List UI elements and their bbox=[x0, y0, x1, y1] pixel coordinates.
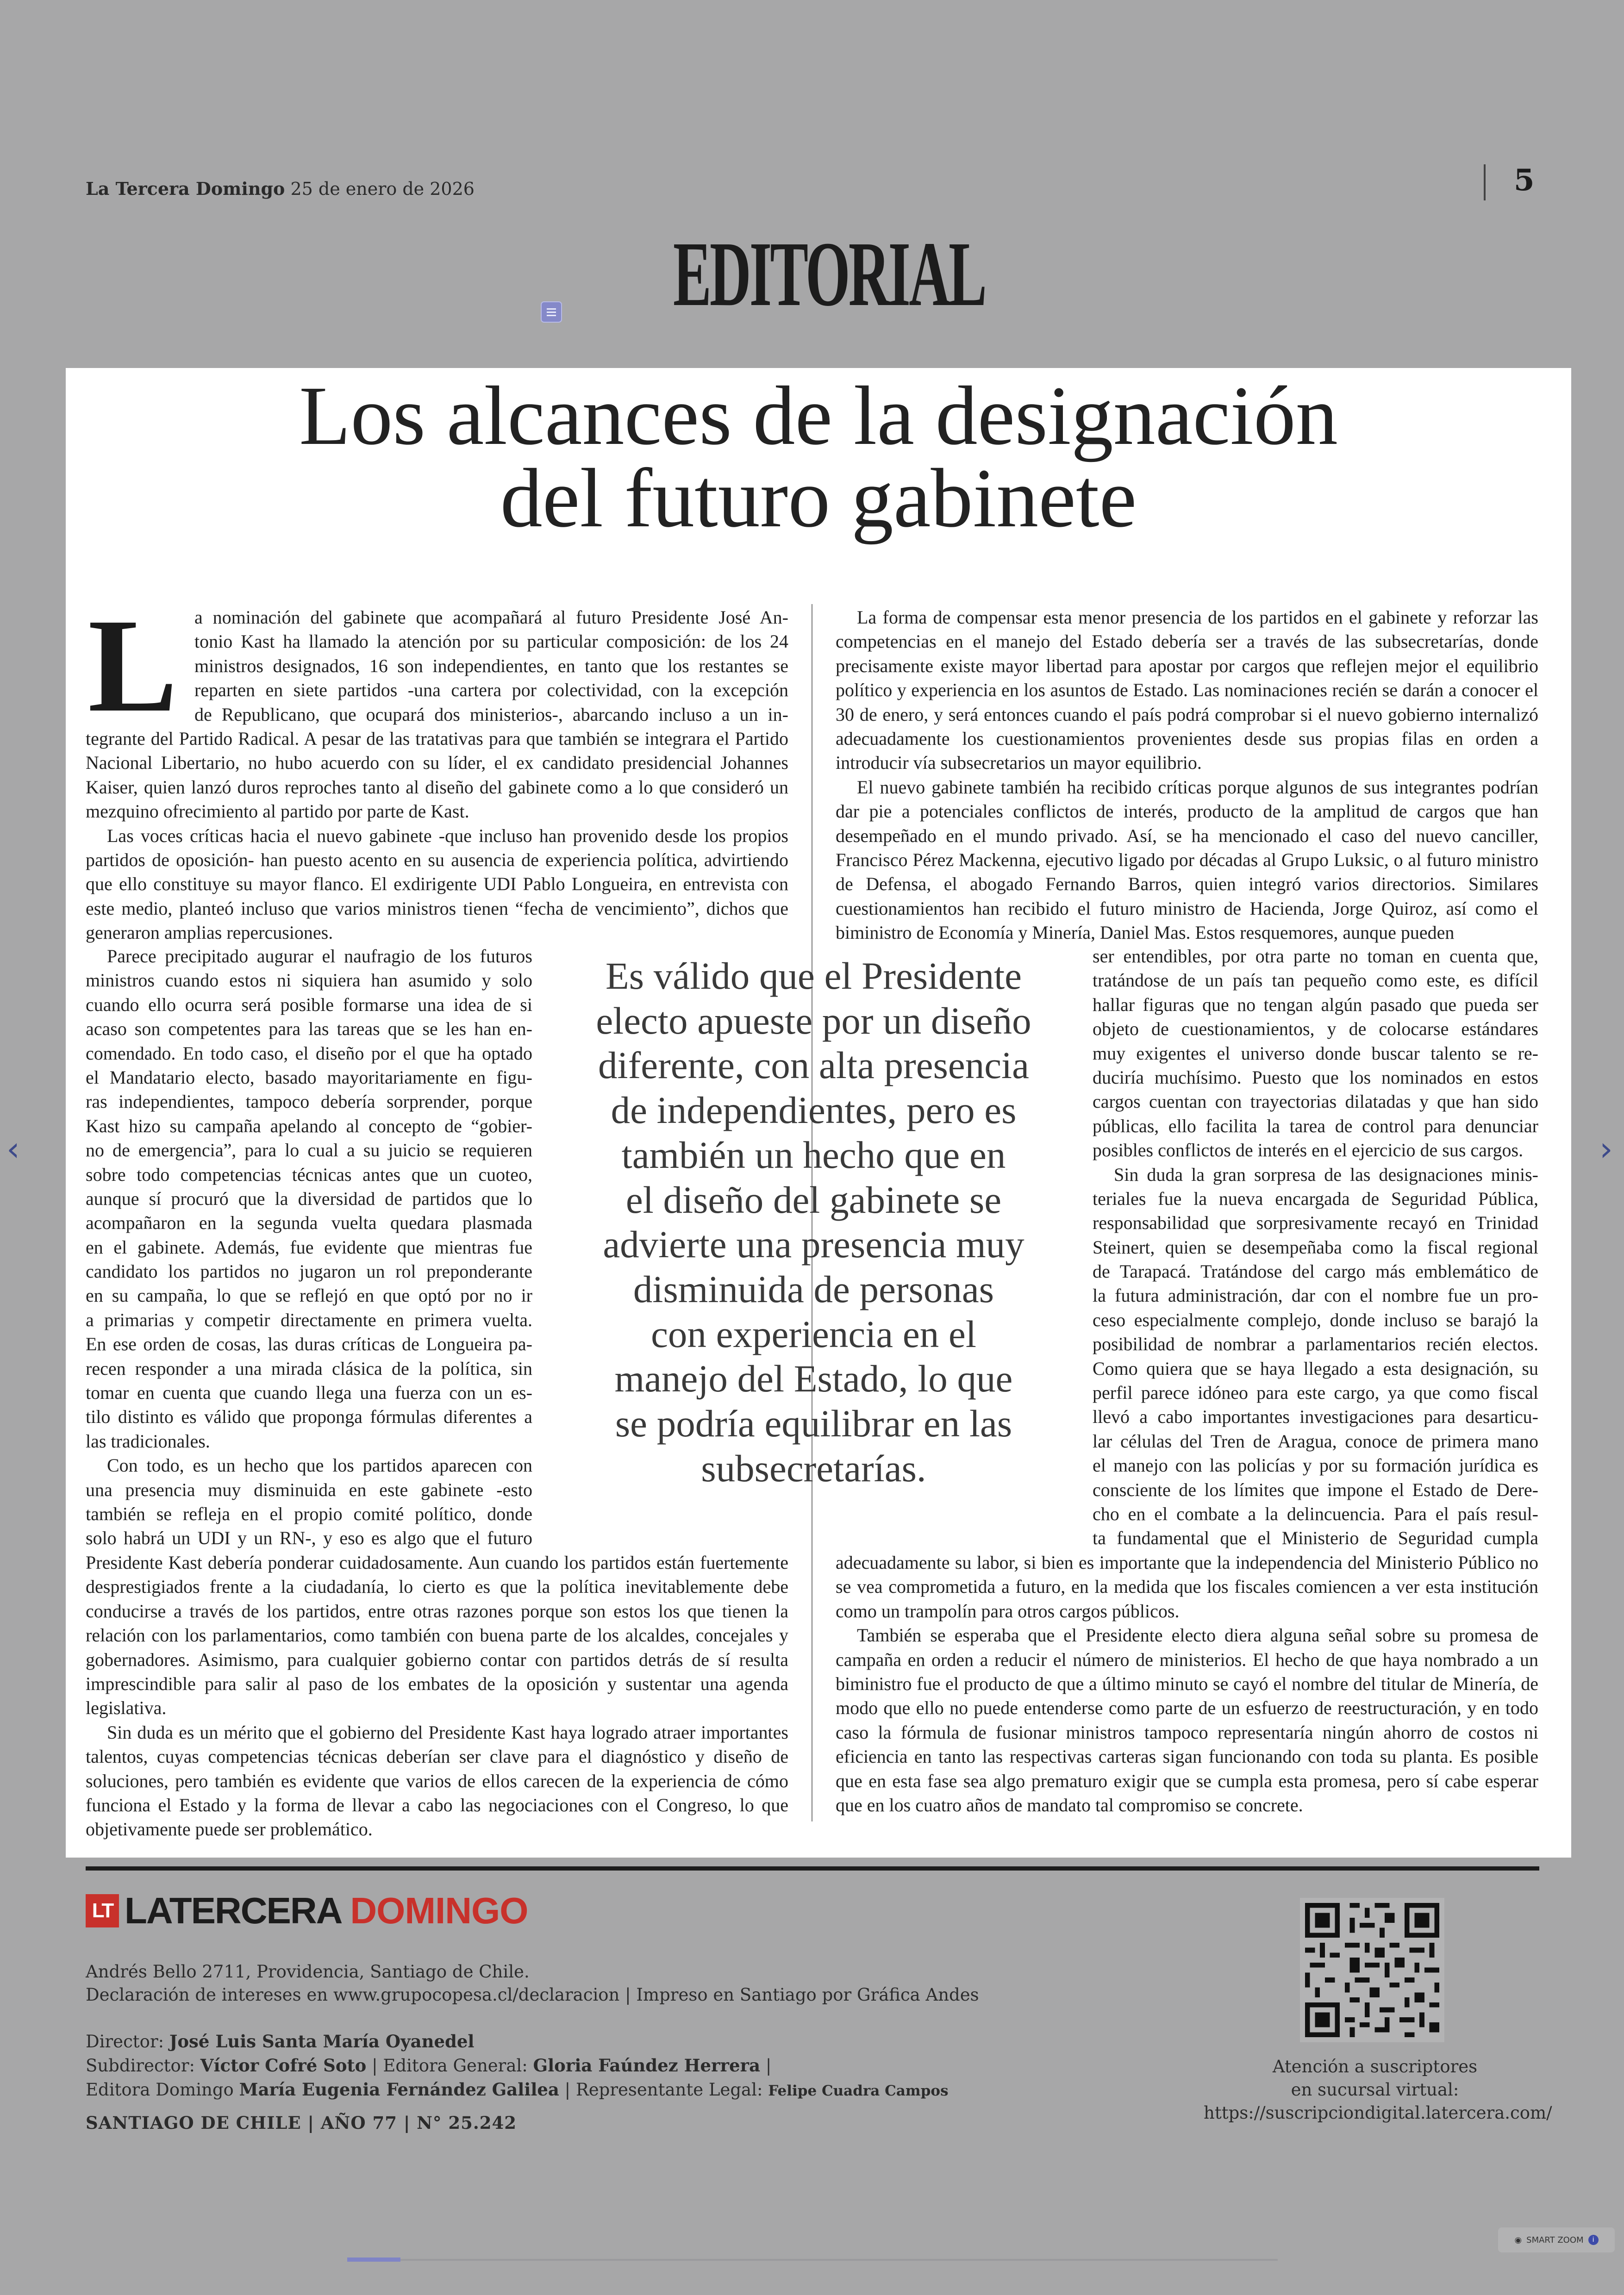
text-line: sobre todo competencias técnicas antes que un cuoteo, bbox=[86, 1164, 532, 1185]
text-line: el Mandatario electo, basado mayoritariamente en figu- bbox=[86, 1066, 532, 1088]
section-title: EDITORIAL bbox=[673, 223, 986, 325]
text-line: públicas, ello facilita la tarea de control para denunciar bbox=[1093, 1115, 1538, 1136]
publication-name: La Tercera Domingo bbox=[86, 178, 285, 199]
text-line: también se refleja en el propio comité político, donde bbox=[86, 1503, 532, 1524]
pull-quote-line: electo apueste por un diseño bbox=[596, 999, 1031, 1042]
director-name: José Luis Santa María Oyanedel bbox=[169, 2031, 475, 2052]
text-line: acaso son competentes para las tareas que se les han en- bbox=[86, 1018, 532, 1040]
director-label: Director: bbox=[86, 2032, 164, 2052]
pull-quote bbox=[562, 954, 1065, 1491]
editora-general-name: Gloria Faúndez Herrera bbox=[533, 2055, 761, 2076]
text-line: Con todo, es un hecho que los partidos aparecen con bbox=[107, 1455, 532, 1476]
right-column-top bbox=[836, 605, 1538, 945]
editora-domingo-label: Editora Domingo bbox=[86, 2080, 234, 2100]
pull-quote-line: el diseño del gabinete se bbox=[625, 1178, 1002, 1221]
text-line: a nominación del gabinete que acompañará al futuro Presidente José An- bbox=[194, 607, 788, 628]
text-line: la futura administración, dar con el nombre fue un pro- bbox=[1093, 1285, 1538, 1306]
text-line: posibilidad de nombrar a parlamentarios recién electos. bbox=[1093, 1334, 1538, 1355]
page-number-divider bbox=[1484, 164, 1486, 200]
masthead-line bbox=[86, 178, 475, 199]
smart-zoom-button[interactable] bbox=[1498, 2227, 1615, 2252]
text-line: en el gabinete. Además, fue evidente que mientras fue bbox=[86, 1236, 532, 1258]
headline-line-1: Los alcances de la designación bbox=[299, 369, 1338, 462]
text-line: Parece precipitado augurar el naufragio de los futuros bbox=[107, 946, 532, 967]
subscribers-info bbox=[1204, 2055, 1552, 2125]
pull-quote-line: subsecretarías. bbox=[701, 1447, 926, 1490]
representante-name: Felipe Cuadra Campos bbox=[768, 2083, 949, 2099]
pull-quote-line: manejo del Estado, lo que bbox=[614, 1357, 1013, 1400]
text-line: de Republicano, que ocupará dos ministerios-, abarcando incluso a un in- bbox=[194, 704, 788, 725]
text-line: Como quiera que se haya llegado a esta designación, su bbox=[1093, 1358, 1538, 1379]
logo-mark: LT bbox=[86, 1894, 119, 1927]
note-icon[interactable] bbox=[542, 302, 561, 322]
editora-general-label: | Editora General: bbox=[372, 2056, 528, 2076]
text-line: ta fundamental que el Ministerio de Seguridad cumpla bbox=[1093, 1528, 1538, 1549]
pull-quote-line: de independientes, pero es bbox=[611, 1089, 1017, 1132]
info-icon: i bbox=[1588, 2235, 1599, 2245]
chevron-left-icon[interactable]: ‹ bbox=[6, 1129, 20, 1168]
page-number: 5 bbox=[1514, 163, 1535, 198]
left-column-dropcap-lines bbox=[194, 605, 788, 727]
right-column-bottom bbox=[836, 1551, 1538, 1817]
drop-cap: L bbox=[88, 591, 178, 740]
text-line: teriales fue la nueva encargada de Seguridad Pública, bbox=[1093, 1188, 1538, 1209]
publication-date: 25 de enero de 2026 bbox=[290, 179, 475, 199]
chevron-right-icon[interactable]: › bbox=[1599, 1129, 1613, 1168]
page-progress-track[interactable] bbox=[347, 2259, 1278, 2261]
text-line: recen responder a una mirada clásica de la política, sin bbox=[86, 1358, 532, 1379]
headline-line-2: del futuro gabinete bbox=[500, 452, 1137, 545]
paragraph: adecuadamente su labor, si bien es importante que la independencia del Ministerio Público no se vea comprometida a futuro, en la medida que los fiscales comiencen a ver esta institución como un trampolín para otros cargos públicos. bbox=[836, 1552, 1538, 1621]
text-line: ceso especialmente complejo, donde incluso se barajó la bbox=[1093, 1309, 1538, 1330]
text-line: ser entendibles, por otra parte no toman en cuenta que, bbox=[1093, 946, 1538, 967]
text-line: una presencia muy disminuida en este gabinete -esto bbox=[86, 1479, 532, 1500]
paragraph: También se esperaba que el Presidente electo diera alguna señal sobre su promesa de campaña en orden a reducir el número de ministerios. El hecho de que haya nombrado a un biministro fue el producto de que a último minuto se cayó el nombre del titular de Minería, de modo que ello no puede entenderse como parte de un esfuerzo de reestructuración, y en todo caso la fórmula de fusionar ministros tampoco representaría ningún ahorro de costos ni eficiencia en tanto las respectivas carteras sigan funcionando con toda su planta. Es posible que en esta fase sea algo prematuro exigir que se cumpla esta promesa, pero sí cabe esperar que en los cuatro años de mandato tal compromiso se concrete. bbox=[836, 1625, 1538, 1816]
text-line: el manejo con las policías y por su formación jurídica es bbox=[1093, 1455, 1538, 1476]
text-line: tonio Kast ha llamado la atención por su particular composición: de los 24 bbox=[194, 631, 788, 652]
subscribers-line-2: en sucursal virtual: bbox=[1291, 2080, 1459, 2100]
subdirector-name: Víctor Cofré Soto bbox=[200, 2055, 367, 2076]
paragraph: Las voces críticas hacia el nuevo gabinete -que incluso han provenido desde los propios partidos de oposición- han puesto acento en su ausencia de experiencia política, advirtiendo que ello constituye su mayor flanco. El exdirigente UDI Pablo Longueira, en entrevista con este medio, planteó incluso que varios ministros tienen “fecha de vencimiento”, dichos que generaron amplias repercusiones. bbox=[86, 825, 788, 943]
representante-label: | Representante Legal: bbox=[564, 2080, 763, 2100]
text-line: cuando ello ocurra será posible formarse una idea de si bbox=[86, 994, 532, 1015]
paragraph: Sin duda es un mérito que el gobierno del Presidente Kast haya logrado atraer importantes talentos, cuyas competencias técnicas deberían ser clave para el diagnóstico y diseño de soluciones, pero también es evidente que varios de ellos carecen de la experiencia de cómo funciona el Estado y la forma de llevar a cabo las negociaciones con el Congreso, lo que objetivamente puede ser problemático. bbox=[86, 1721, 788, 1840]
pull-quote-line: advierte una presencia muy bbox=[603, 1223, 1024, 1266]
text-line: ras independientes, tampoco debería sorprender, porque bbox=[86, 1091, 532, 1112]
paragraph: El nuevo gabinete también ha recibido críticas porque algunos de sus integrantes podrían dar pie a potenciales conflictos de interés, producto de la amplitud de cargos que han desempeñado en el mundo privado. Así, se ha mencionado el caso del nuevo canciller, Francisco Pérez Mackenna, ejecutivo ligado por décadas al Grupo Luksic, o al futuro ministro de Defensa, el abogado Fernando Barros, quien integró varios directorios. Similares cuestionamientos han recibido el futuro ministro de Hacienda, Jorge Quiroz, así como el biministro de Economía y Minería, Daniel Mas. Estos resquemores, aunque pueden bbox=[836, 776, 1538, 943]
text-line: tratándose de un país tan pequeño como este, es difícil bbox=[1093, 970, 1538, 991]
text-line: acompañaron en la segunda vuelta quedara plasmada bbox=[86, 1212, 532, 1234]
text-line: a primarias y competir directamente en primera vuelta. bbox=[86, 1309, 532, 1330]
subdirector-label: Subdirector: bbox=[86, 2056, 195, 2076]
qr-code-icon[interactable] bbox=[1300, 1898, 1444, 2042]
logo-main-text: LATERCERA bbox=[125, 1890, 342, 1931]
page-progress-fill bbox=[347, 2258, 400, 2262]
latercera-logo bbox=[86, 1892, 528, 1929]
text-line: tilo distinto es válido que proponga fórmulas diferentes a bbox=[86, 1406, 532, 1428]
text-line: aunque sí procuró que la diversidad de partidos que lo bbox=[86, 1188, 532, 1209]
text-line: consciente de los límites que impone el Estado de Dere- bbox=[1093, 1479, 1538, 1500]
text-line: solo habrá un UDI y un RN-, y eso es algo que el futuro bbox=[86, 1528, 532, 1549]
footer-address: Andrés Bello 2711, Providencia, Santiago de Chile. bbox=[86, 1962, 530, 1982]
subscribers-line-1: Atención a suscriptores bbox=[1272, 2057, 1478, 2077]
text-line: hallar figuras que no tengan algún pasado que pueda ser bbox=[1093, 994, 1538, 1015]
text-line: tomar en cuenta que cuando llega una fuerza con un es- bbox=[86, 1382, 532, 1403]
footer-rule bbox=[86, 1866, 1539, 1871]
pull-quote-line: Es válido que el Presidente bbox=[606, 954, 1022, 997]
paragraph: Presidente Kast debería ponderar cuidadosamente. Aun cuando los partidos están fuertemente desprestigiados frente a la ciudadanía, lo cierto es que la política inevitablemente debe conducirse a través de los partidos, entre otras razones porque son estos los que tienen la relación con los parlamentarios, como también con buena parte de los alcaldes, concejales y gobernadores. Asimismo, para cualquier gobierno contar con partidos detrás de sí resulta imprescindible para salir al paso de los embates de la oposición y sustentar una agenda legislativa. bbox=[86, 1552, 788, 1719]
text-line: cho en el combate a la delincuencia. Para el país resul- bbox=[1093, 1503, 1538, 1524]
footer-editora-domingo bbox=[86, 2079, 949, 2100]
text-line: perfil parece idóneo para este cargo, ya que como fiscal bbox=[1093, 1382, 1538, 1403]
editora-domingo-name: María Eugenia Fernández Galilea bbox=[239, 2079, 559, 2100]
pull-quote-line: también un hecho que en bbox=[621, 1133, 1006, 1176]
text-line: candidato los partidos no jugaron un rol preponderante bbox=[86, 1261, 532, 1282]
text-line: responsabilidad que sorpresivamente recayó en Trinidad bbox=[1093, 1212, 1538, 1234]
pull-quote-line: se podría equilibrar en las bbox=[615, 1402, 1012, 1445]
left-column-bottom bbox=[86, 1551, 788, 1842]
logo-sub-text: DOMINGO bbox=[350, 1890, 528, 1931]
text-line: no de emergencia”, para lo cual a su juicio se requieren bbox=[86, 1140, 532, 1161]
text-line: Sin duda la gran sorpresa de las designaciones minis- bbox=[1114, 1164, 1538, 1185]
text-line: llevó a cabo importantes investigaciones para desarticu- bbox=[1093, 1406, 1538, 1428]
left-column-narrow bbox=[86, 944, 532, 1551]
paragraph: tegrante del Partido Radical. A pesar de las tratativas para que también se integrara el Partido Nacional Libertario, no hubo acuerdo con su líder, el ex candidato presidencial Johannes Kaiser, quien lanzó duros reproches tanto al diseño del gabinete como a lo que consideró un mezquino ofrecimiento al partido por parte de Kast. bbox=[86, 728, 788, 822]
text-line: muy exigentes el universo donde buscar talento se re- bbox=[1093, 1042, 1538, 1064]
footer-city-line: SANTIAGO DE CHILE | AÑO 77 | N° 25.242 bbox=[86, 2113, 517, 2133]
eye-icon: ◉ bbox=[1514, 2235, 1522, 2245]
text-line: ministros cuando estos ni siquiera han asumido y solo bbox=[86, 970, 532, 991]
text-line: en su campaña, lo que se reflejó en que optó por no ir bbox=[86, 1285, 532, 1306]
article-headline bbox=[66, 369, 1571, 545]
text-line: las tradicionales. bbox=[86, 1430, 210, 1452]
smart-zoom-label: SMART ZOOM bbox=[1526, 2235, 1584, 2245]
footer-declaration: Declaración de intereses en www.grupocopesa.cl/declaracion | Impreso en Santiago por Gráfica Andes bbox=[86, 1985, 979, 2005]
text-line: posibles conflictos de interés en el ejercicio de sus cargos. bbox=[1093, 1140, 1524, 1161]
text-line: ministros designados, 16 son independientes, en tanto que los restantes se bbox=[194, 655, 788, 676]
text-line: En ese orden de cosas, las duras críticas de Longueira pa- bbox=[86, 1334, 532, 1355]
text-line: comendado. En todo caso, el diseño por el que ha optado bbox=[86, 1042, 532, 1064]
text-line: lar células del Tren de Aragua, conoce de primera mano bbox=[1093, 1430, 1538, 1452]
text-line: reparten en siete partidos -una cartera por colectividad, con la excepción bbox=[194, 680, 788, 701]
subscribers-url[interactable]: https://suscripciondigital.latercera.com/ bbox=[1204, 2103, 1552, 2123]
pull-quote-line: con experiencia en el bbox=[651, 1312, 976, 1355]
right-column-narrow bbox=[1093, 944, 1538, 1551]
pull-quote-line: diferente, con alta presencia bbox=[598, 1044, 1029, 1087]
text-line: Kast hizo su campaña apelando al concepto de “gobier- bbox=[86, 1115, 532, 1136]
paragraph: La forma de compensar esta menor presencia de los partidos en el gabinete y reforzar las competencias en el manejo del Estado debería ser a través de las subsecretarías, donde precisamente existe mayor libertad para apostar por cargos que reflejen mejor el equilibrio político y experiencia en los asuntos de Estado. Las nominaciones recién se darán a conocer el 30 de enero, y será entonces cuando el país podrá comprobar si el nuevo gobierno internalizó adecuadamente los cuestionamientos provenientes desde sus propias filas en orden a introducir vía subsecretarios un mayor equilibrio. bbox=[836, 607, 1538, 773]
footer-director bbox=[86, 2031, 475, 2052]
pull-quote-line: disminuida de personas bbox=[633, 1267, 994, 1310]
text-line: Steinert, quien se desempeñaba como la fiscal regional bbox=[1093, 1236, 1538, 1258]
text-line: cargos cuentan con trayectorias dilatadas y que han sido bbox=[1093, 1091, 1538, 1112]
text-line: objeto de cuestionamientos, y de colocarse estándares bbox=[1093, 1018, 1538, 1040]
footer-subdirector: Subdirector: Víctor Cofré Soto | Editora General: Gloria Faúndez Herrera | bbox=[86, 2055, 772, 2076]
text-line: duciría muchísimo. Puesto que los nominados en estos bbox=[1093, 1066, 1538, 1088]
left-column-top bbox=[86, 727, 788, 945]
text-line: de Tarapacá. Tratándose del cargo más emblemático de bbox=[1093, 1261, 1538, 1282]
